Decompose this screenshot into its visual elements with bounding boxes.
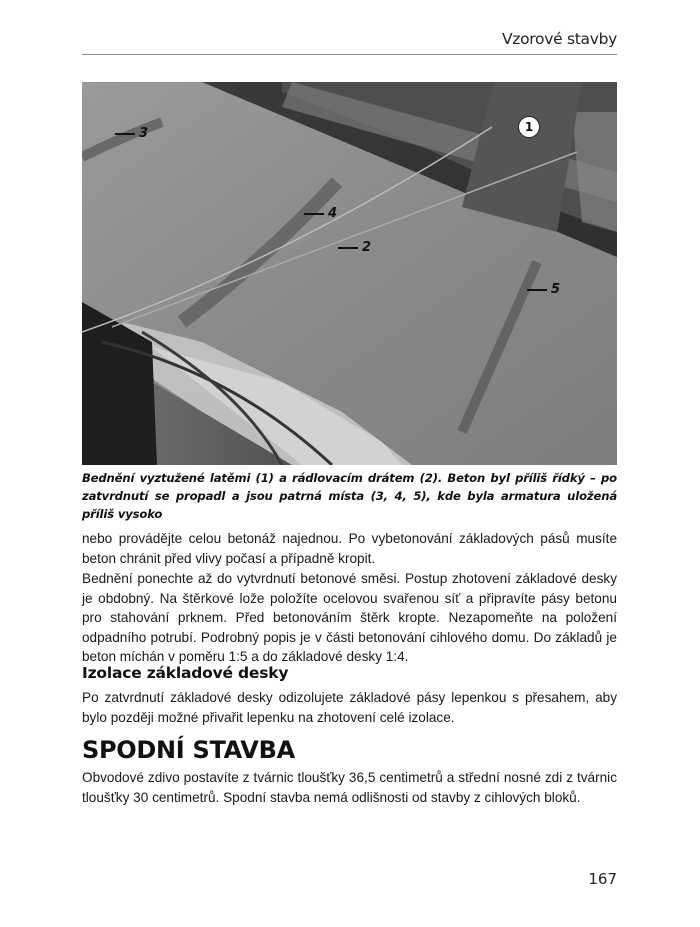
paragraph-2: Bednění ponechte až do vytvrdnutí betonové směsi. Postup zhotovení základové desky je obdobný. Na štěrkové lože položíte ocelovou svařenou síť a připravíte pásy betonu pro stahování prknem. Před betonováním štěrk kropte. Nezapomeňte na položení odpadního potrubí. Podrobný popis je v části betonování cihlového domu. Do základů je beton míchán v poměru 1:5 a do základové desky 1:4.: [82, 571, 617, 664]
figure-caption: Bednění vyztužené latěmi (1) a rádlovacím drátem (2). Beton byl příliš řídký – po zatvrdnutí se propadl a jsou patrná místa (3, 4, 5), kde byla armatura uložená příliš vysoko: [82, 471, 617, 521]
paragraph-1: nebo provádějte celou betonáž najednou. Po vybetonování základových pásů musíte beton chránit před vlivy počasí a případně kropit.: [82, 531, 617, 566]
figure-photo: [82, 82, 617, 465]
running-head: [82, 28, 617, 55]
photo-label-2: 2: [338, 240, 371, 255]
running-head-title: Vzorové stavby: [501, 30, 617, 48]
section-heading: SPODNÍ STAVBA: [82, 736, 295, 764]
paragraph-4: Obvodové zdivo postavíte z tvárnic tloušťky 36,5 centimetrů a střední nosné zdi z tvárnic tloušťky 30 centimetrů. Spodní stavba nemá odlišnosti od stavby z cihlových bloků.: [82, 770, 617, 805]
photo-label-5: 5: [527, 282, 560, 297]
photo-label-1: 1: [518, 116, 540, 138]
photo-label-3: 3: [115, 126, 148, 141]
paragraph-3: Po zatvrdnutí základové desky odizolujete základové pásy lepenkou s přesahem, aby bylo později možné přivařit lepenku na zhotovení celé izolace.: [82, 690, 617, 725]
photo-concrete-formwork: [82, 82, 617, 465]
photo-label-4: 4: [304, 206, 337, 221]
sub-heading: Izolace základové desky: [82, 664, 289, 682]
page-number: 167: [588, 870, 617, 888]
